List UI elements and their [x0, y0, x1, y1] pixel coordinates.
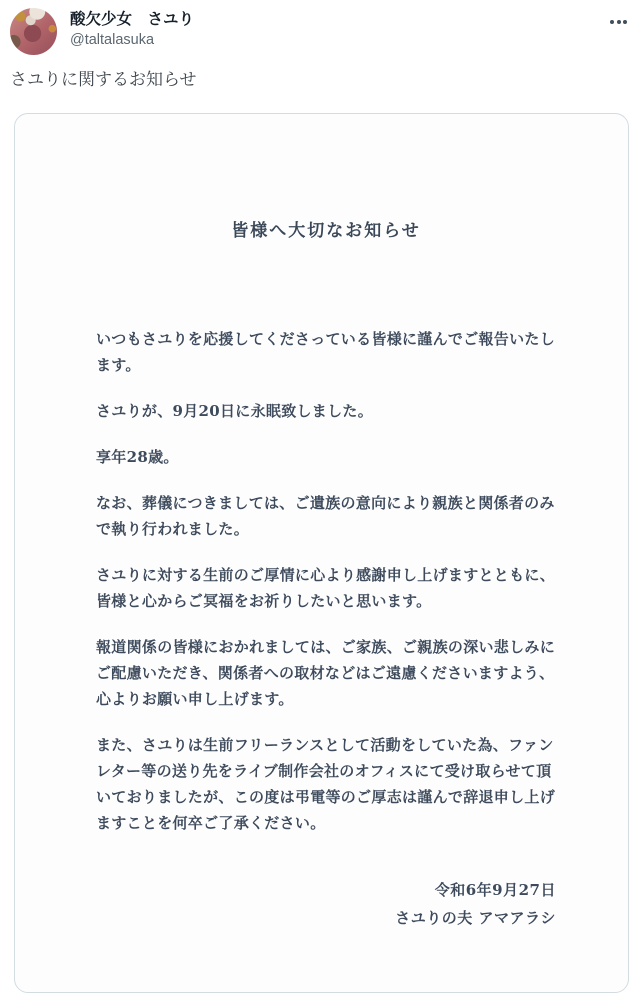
author-name[interactable]: 酸欠少女 さユり — [70, 11, 195, 28]
author-block — [70, 8, 604, 50]
letter-signature: さユりの夫 アマアラシ — [395, 909, 556, 927]
more-dot — [617, 20, 621, 24]
more-dot — [623, 20, 627, 24]
letter-title: 皆様へ大切なお知らせ — [231, 221, 421, 241]
letter-signoff — [96, 876, 556, 932]
tweet-text: さユりに関するお知らせ — [10, 70, 197, 89]
tweet-image[interactable] — [14, 113, 629, 993]
tweet-header — [0, 0, 643, 55]
letter-paragraph: さユりに対する生前のご厚情に心より感謝申し上げますとともに、皆様と心からご冥福をお祈りしたいと思います。 — [96, 566, 556, 610]
more-dot — [610, 20, 614, 24]
letter-body — [96, 326, 556, 836]
author-handle[interactable]: @taltalasuka — [70, 32, 155, 48]
more-icon[interactable] — [604, 8, 629, 30]
letter-paragraph: さユりが、9月20日に永眠致しました。 — [96, 402, 374, 420]
announcement-letter — [15, 114, 628, 932]
letter-date: 令和6年9月27日 — [434, 881, 556, 899]
letter-paragraph: なお、葬儀につきましては、ご遺族の意向により親族と関係者のみで執り行われました。 — [96, 494, 555, 538]
letter-paragraph: また、さユりは生前フリーランスとして活動をしていた為、ファンレター等の送り先をライブ制作会社のオフィスにて受け取らせて頂いておりましたが、この度は弔電等のご厚志は謹んで辞退申し上げますことを何卒ご了承ください。 — [96, 736, 556, 832]
letter-paragraph: 享年28歳。 — [96, 448, 179, 466]
letter-paragraph: いつもさユりを応援してくださっている皆様に謹んでご報告いたします。 — [96, 330, 556, 374]
letter-paragraph: 報道関係の皆様におかれましては、ご家族、ご親族の深い悲しみにご配慮いただき、関係者への取材などはご遠慮くださいますよう、心よりお願い申し上げます。 — [96, 638, 556, 708]
profile-avatar[interactable] — [10, 8, 57, 55]
